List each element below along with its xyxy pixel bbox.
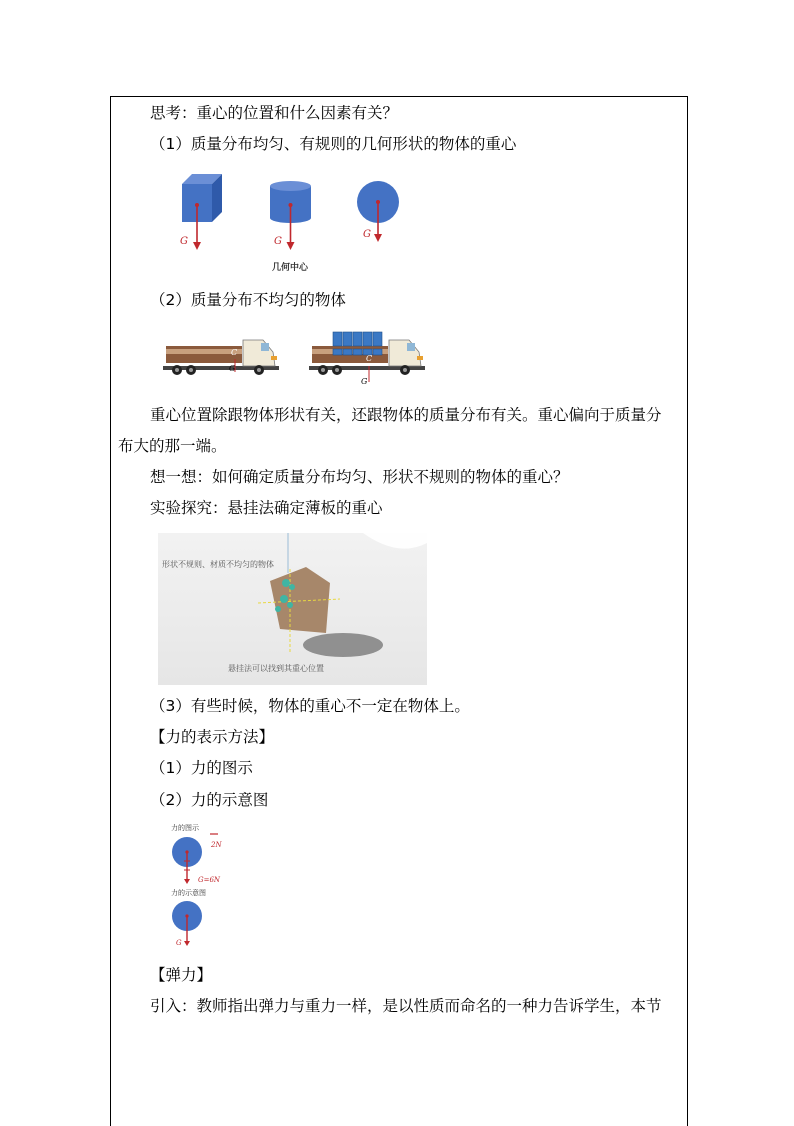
section-elastic-force: 【弹力】 <box>150 966 213 984</box>
geometric-center-caption: 几何中心 <box>272 263 309 273</box>
force-sketch-title: 力的示意图 <box>171 889 206 897</box>
force-diagram-title: 力的图示 <box>171 824 199 832</box>
think-question: 思考：重心的位置和什么因素有关？ <box>150 104 399 122</box>
cube-g-label: G <box>180 236 188 247</box>
paragraph-line-2: 布大的那一端。 <box>118 437 227 455</box>
video-bottom-caption: 悬挂法可以找到其重心位置 <box>228 664 324 673</box>
regular-shapes-figure <box>160 170 420 278</box>
irregular-board <box>270 567 330 633</box>
loaded-truck <box>309 332 425 386</box>
scale-label: 2N <box>211 841 222 849</box>
force-item-diagram: （1）力的图示 <box>150 759 253 777</box>
truck2-center-label: C <box>366 354 373 363</box>
item-center-outside: （3）有些时候，物体的重心不一定在物体上。 <box>150 697 470 715</box>
empty-truck <box>163 340 279 375</box>
video-frame <box>158 533 427 685</box>
intro-line: 引入：教师指出弹力与重力一样，是以性质而命名的一种力告诉学生，本节 <box>150 997 662 1015</box>
item-regular-shapes: （1）质量分布均匀、有规则的几何形状的物体的重心 <box>150 135 517 153</box>
truck1-g-label: G <box>229 364 236 373</box>
truck1-center-label: C <box>231 348 238 357</box>
force-item-sketch: （2）力的示意图 <box>150 791 269 809</box>
cylinder-g-label: G <box>274 236 282 247</box>
board-shadow <box>303 633 383 657</box>
force-representation-figure <box>165 822 235 950</box>
video-top-caption: 形状不规则、材质不均匀的物体 <box>162 560 274 569</box>
think-question-2: 想一想：如何确定质量分布均匀、形状不规则的物体的重心？ <box>150 468 569 486</box>
barrels <box>333 332 382 355</box>
force-value-label: G=6N <box>198 876 221 884</box>
sphere-g-label: G <box>363 229 371 240</box>
trucks-figure <box>163 326 425 388</box>
section-force-representation: 【力的表示方法】 <box>150 728 275 746</box>
force-g-label: G <box>176 939 182 947</box>
experiment-title: 实验探究：悬挂法确定薄板的重心 <box>150 499 383 517</box>
cylinder-top <box>270 181 311 191</box>
item-uneven-mass: （2）质量分布不均匀的物体 <box>150 291 346 309</box>
truck2-g-label: G <box>361 377 368 386</box>
paragraph-line-1: 重心位置除跟物体形状有关，还跟物体的质量分布有关。重心偏向于质量分 <box>150 406 662 424</box>
